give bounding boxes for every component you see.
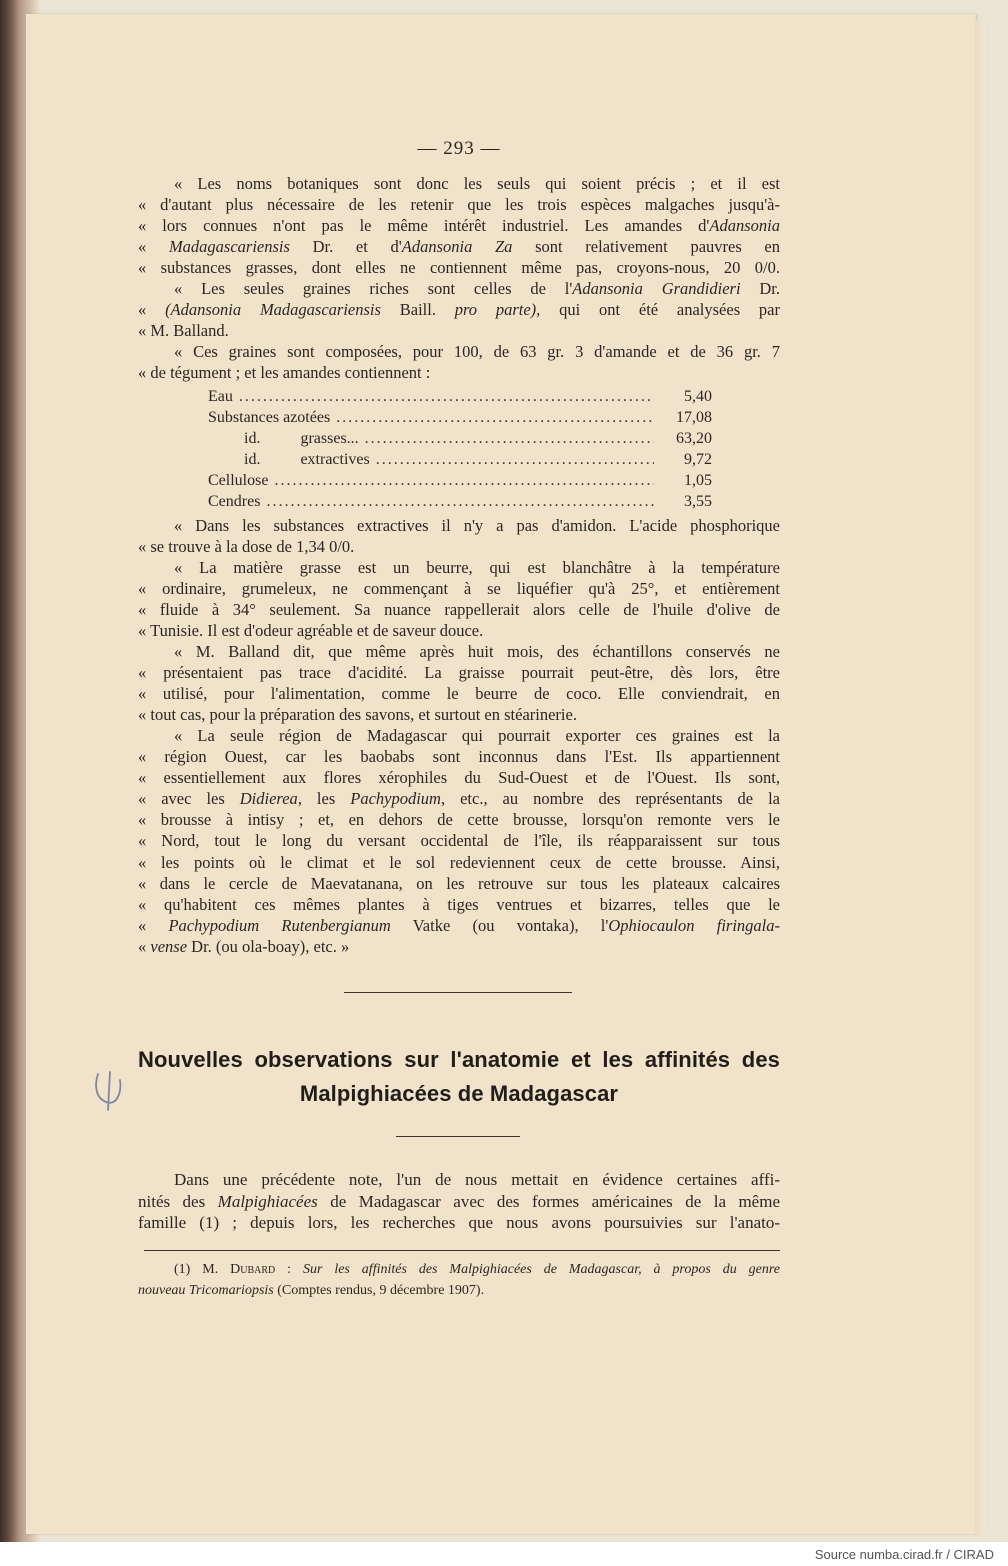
table-row <box>208 386 712 407</box>
text-line: « substances grasses, dont elles ne contiennent même pas, croyons-nous, 20 0/0. <box>138 258 780 278</box>
text-line: « fluide à 34° seulement. Sa nuance rappellerait alors celle de l'huile d'olive de <box>138 600 780 620</box>
text-line: « Tunisie. Il est d'odeur agréable et de saveur douce. <box>138 621 484 641</box>
text-line: « région Ouest, car les baobabs sont inconnus dans l'Est. Ils appartiennent <box>138 747 780 767</box>
row-label: id. extractives <box>244 451 370 468</box>
row-value: 1,05 <box>684 472 712 489</box>
footnote-line: nouveau Tricomariopsis (Comptes rendus, 9 décembre 1907). <box>138 1283 485 1299</box>
quote-paragraph-2 <box>138 278 780 341</box>
table-row <box>208 449 712 470</box>
row-value: 3,55 <box>684 493 712 510</box>
row-value: 9,72 <box>684 451 712 468</box>
title-line-2: Malpighiacées de Madagascar <box>299 1081 619 1106</box>
composition-table <box>208 386 712 512</box>
quote-paragraph-4 <box>138 515 780 557</box>
text-line: « brousse à intisy ; et, en dehors de cette brousse, lorsqu'on remonte vers le <box>138 810 780 830</box>
text-line: « essentiellement aux flores xérophiles du Sud-Ouest et de l'Ouest. Ils sont, <box>138 768 780 788</box>
text-line: « M. Balland dit, que même après huit mois, des échantillons conservés ne <box>174 642 780 661</box>
leader-dots <box>239 386 654 407</box>
text-line: « qu'habitent ces mêmes plantes à tiges ventrues et bizarres, telles que le <box>138 894 780 914</box>
article-title <box>138 1043 780 1111</box>
text-line: « La matière grasse est un beurre, qui est blanchâtre à la température <box>174 558 780 577</box>
text-line: « M. Balland. <box>138 321 229 341</box>
text-line: « (Adansonia Madagascariensis Baill. pro parte), qui ont été analysées par <box>138 300 780 320</box>
text-line: « Pachypodium Rutenbergianum Vatke (ou vontaka), l'Ophiocaulon firingala- <box>138 915 780 935</box>
text-line: « se trouve à la dose de 1,34 0/0. <box>138 537 355 557</box>
text-line: « Les noms botaniques sont donc les seuls qui soient précis ; et il est <box>174 174 780 193</box>
footnote <box>138 1260 780 1302</box>
text-line: « dans le cercle de Maevatanana, on les retrouve sur tous les plateaux calcaires <box>138 873 780 893</box>
quote-paragraph-6 <box>138 641 780 725</box>
text-line: « Madagascariensis Dr. et d'Adansonia Za sont relativement pauvres en <box>138 237 780 257</box>
quote-paragraph-7 <box>138 725 780 957</box>
text-line: nités des Malpighiacées de Madagascar avec des formes américaines de la même <box>138 1191 780 1211</box>
quote-paragraph-3 <box>138 341 780 383</box>
text-line: « d'autant plus nécessaire de les retenir que les trois espèces malgaches jusqu'à- <box>138 195 780 215</box>
pencil-annotation-icon <box>92 1068 132 1114</box>
text-line: « lors connues n'ont pas le même intérêt industriel. Les amandes d'Adansonia <box>138 216 780 236</box>
text-line: « de tégument ; et les amandes contiennent : <box>138 363 431 383</box>
text-line: « ordinaire, grumeleux, ne commençant à se liquéfier qu'à 25°, et entièrement <box>138 579 780 599</box>
page-edge <box>975 20 985 1535</box>
text-line: « vense Dr. (ou ola-boay), etc. » <box>138 936 350 956</box>
row-label: id. grasses... <box>244 430 359 447</box>
text-line: « présentaient pas trace d'acidité. La graisse pourrait peut-être, dès lors, être <box>138 663 780 683</box>
text-line: Dans une précédente note, l'un de nous mettait en évidence certaines affi- <box>174 1170 780 1189</box>
quote-paragraph-1 <box>138 173 780 278</box>
row-value: 5,40 <box>684 388 712 405</box>
text-line: « les points où le climat et le sol redeviennent ceux de cette brousse. Ainsi, <box>138 852 780 872</box>
table-row <box>208 491 712 512</box>
text-line: « Ces graines sont composées, pour 100, de 63 gr. 3 d'amande et de 36 gr. 7 <box>174 342 780 361</box>
section-divider <box>344 992 572 993</box>
leader-dots <box>376 449 654 470</box>
leader-dots <box>274 470 654 491</box>
page-number: — 293 — <box>417 138 501 159</box>
text-line: famille (1) ; depuis lors, les recherches que nous avons poursuivies sur l'anato- <box>138 1213 780 1232</box>
leader-dots <box>336 407 654 428</box>
text-line: « Nord, tout le long du versant occidental de l'île, ils réapparaissent sur tous <box>138 831 780 851</box>
article-paragraph <box>138 1169 780 1234</box>
text-line: « utilisé, pour l'alimentation, comme le beurre de coco. Elle conviendrait, en <box>138 684 780 704</box>
row-label: Substances azotées <box>208 409 331 426</box>
leader-dots <box>266 491 654 512</box>
table-row <box>208 428 712 449</box>
title-underline <box>396 1136 520 1137</box>
text-line: « Les seules graines riches sont celles de l'Adansonia Grandidieri Dr. <box>174 279 780 298</box>
title-line-1: Nouvelles observations sur l'anatomie et les affinités des <box>138 1047 780 1072</box>
text-line: « La seule région de Madagascar qui pourrait exporter ces graines est la <box>174 726 780 745</box>
table-row <box>208 470 712 491</box>
row-label: Cellulose <box>208 472 269 489</box>
leader-dots <box>365 428 654 449</box>
table-row <box>208 407 712 428</box>
footnote-line: (1) M. Dubard : Sur les affinités des Malpighiacées de Madagascar, à propos du genre <box>174 1262 780 1277</box>
text-line: « avec les Didierea, les Pachypodium, etc., au nombre des représentants de la <box>138 789 780 809</box>
row-value: 63,20 <box>676 430 712 447</box>
quote-paragraph-5 <box>138 557 780 641</box>
footnote-rule <box>144 1250 780 1251</box>
row-label: Cendres <box>208 493 261 510</box>
row-label: Eau <box>208 388 233 405</box>
text-line: « Dans les substances extractives il n'y a pas d'amidon. L'acide phosphorique <box>174 516 780 535</box>
source-credit: Source numba.cirad.fr / CIRAD <box>814 1547 994 1562</box>
text-line: « tout cas, pour la préparation des savons, et surtout en stéarinerie. <box>138 705 577 725</box>
row-value: 17,08 <box>676 409 712 426</box>
